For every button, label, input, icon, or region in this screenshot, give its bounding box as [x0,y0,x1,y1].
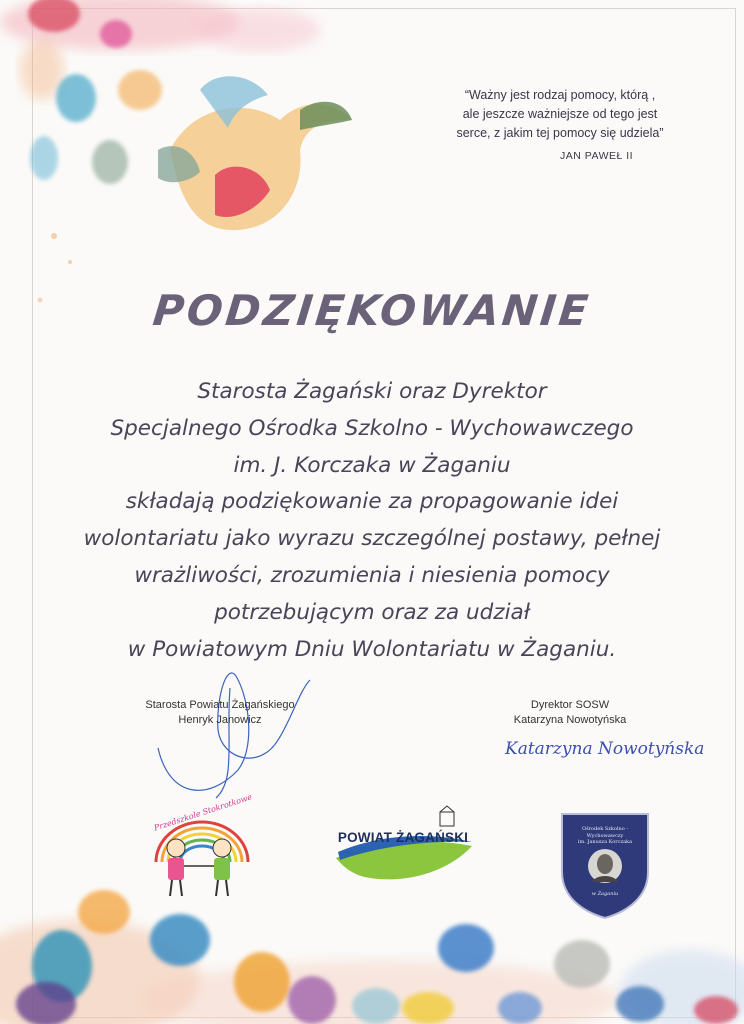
dove-icon [158,76,352,230]
pink-hand-icon [100,20,132,48]
sosw-badge-text [568,826,642,846]
paint-splash [200,8,320,52]
signature-right-handwriting: Katarzyna Nowotyńska [505,739,705,759]
red-hand-icon [694,996,738,1024]
body-line: potrzebującym oraz za udział [214,599,530,625]
signatory-role: Dyrektor SOSW [530,699,610,711]
quote-line: serce, z jakim tej pomocy się udziela” [456,126,664,140]
signatory-name: Katarzyna Nowotyńska [513,714,627,726]
sosw-badge-line: im. Janusza Korczaka [577,839,633,845]
purple-hand-icon [16,982,76,1024]
certificate-title: PODZIĘKOWANIE [150,286,594,335]
blue-hand-icon [150,914,210,966]
orange-hand-icon [78,890,130,934]
body-line: im. J. Korczaka w Żaganiu [233,452,511,478]
yellow-hand-icon [402,992,454,1024]
body-line: w Powiatowym Dniu Wolontariatu w Żaganiu. [127,636,617,662]
sosw-badge-city: w Żaganiu [591,891,619,897]
kids-rainbow-logo [156,822,248,896]
orange-hand-icon [118,70,162,110]
body-line: wrażliwości, zrozumienia i niesienia pomocy [134,562,610,588]
blue-hand-icon [56,74,96,122]
powiat-logo-text: POWIAT ŻAGAŃSKI [337,830,469,845]
blue-hand-icon [438,924,494,972]
quote-line: “Ważny jest rodzaj pomocy, którą , [464,88,656,102]
sosw-badge-line: Ośrodek Szkolno - Wychowawczy [581,826,629,839]
signature-block-dyrektor [480,698,660,728]
grey-hand-icon [92,140,128,184]
blue-hand-icon [498,992,542,1024]
signature-block-starosta [120,698,320,728]
signature-left-scribble [158,673,310,798]
blue-hand-icon [616,986,664,1022]
body-line: wolontariatu jako wyrazu szczególnej postawy, pełnej [83,526,661,552]
certificate-body [60,374,684,668]
body-line: składają podziękowanie za propagowanie idei [125,489,619,515]
purple-hand-icon [288,976,336,1024]
quote-line: ale jeszcze ważniejsze od tego jest [462,107,658,121]
quote-author: JAN PAWEŁ II [560,150,634,162]
blue-hand-icon [352,988,400,1024]
body-line: Starosta Żagański oraz Dyrektor [197,379,547,404]
quote [420,86,700,143]
body-line: Specjalnego Ośrodka Szkolno - Wychowawczego [110,415,634,441]
orange-hand-icon [234,952,290,1012]
signatory-role: Starosta Powiatu Żagańskiego [145,699,295,711]
blue-hand-icon [30,136,58,180]
signatory-name: Henryk Janowicz [178,714,262,726]
kids-logo-text: Przedszkole Stokrotkowe [152,792,254,833]
grey-hand-icon [554,940,610,988]
